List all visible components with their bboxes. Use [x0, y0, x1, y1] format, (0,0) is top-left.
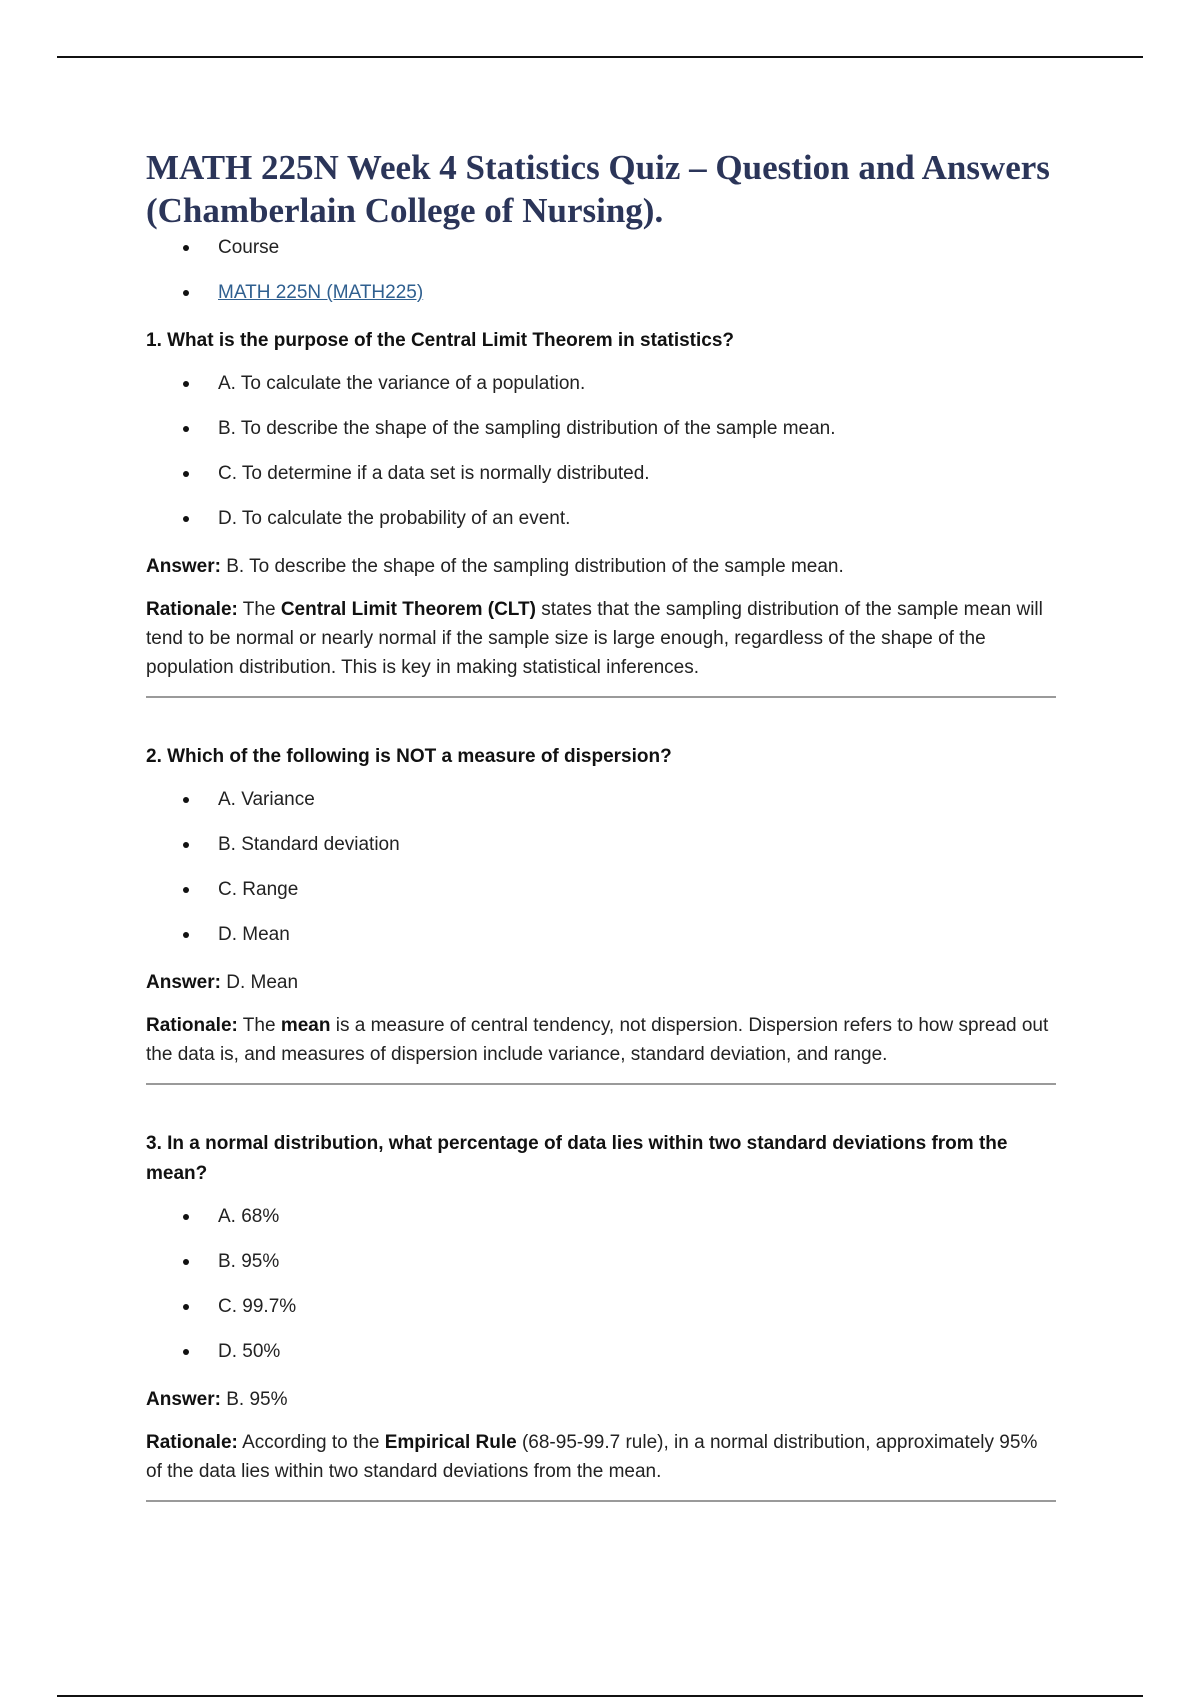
course-label: Course [218, 237, 280, 258]
bullet-icon [183, 1259, 189, 1265]
question-3-option-b [146, 1250, 1056, 1274]
question-2-text: 2. Which of the following is NOT a measure of dispersion? [146, 746, 672, 767]
option-label: A. To calculate the variance of a population. [218, 373, 586, 394]
option-label: B. 95% [218, 1251, 280, 1272]
bullet-icon [183, 887, 189, 893]
question-2-rationale [146, 1011, 1056, 1069]
page-bottom-rule [57, 1695, 1143, 1697]
rationale-term: mean [280, 1015, 331, 1036]
bullet-icon [183, 516, 189, 522]
question-2-option-a [146, 788, 1056, 812]
course-meta-list [146, 236, 1056, 305]
course-link[interactable]: MATH 225N (MATH225) [218, 282, 424, 303]
rationale-text: (68-95-99.7 rule), in a normal distribution, approximately 95% of the data lies within two standard deviations from the mean. [146, 1432, 1038, 1482]
option-label: A. Variance [218, 789, 315, 810]
option-label: B. To describe the shape of the sampling distribution of the sample mean. [218, 418, 836, 439]
question-3-text: 3. In a normal distribution, what percentage of data lies within two standard deviations from the mean? [146, 1133, 1008, 1184]
question-2-option-b [146, 833, 1056, 857]
bullet-icon [183, 245, 189, 251]
rationale-text: is a measure of central tendency, not dispersion. Dispersion refers to how spread out the data is, and measures of dispersion include variance, standard deviation, and range. [146, 1015, 1049, 1065]
rationale-label: Rationale: [146, 599, 238, 620]
option-label: C. 99.7% [218, 1296, 297, 1317]
option-label: A. 68% [218, 1206, 280, 1227]
answer-label: Answer: [146, 556, 221, 577]
bullet-icon [183, 797, 189, 803]
rationale-label: Rationale: [146, 1432, 238, 1453]
document-title: MATH 225N Week 4 Statistics Quiz – Question and Answers (Chamberlain College of Nursing). [146, 148, 1050, 230]
question-1-option-d [146, 507, 1056, 531]
option-label: D. 50% [218, 1341, 281, 1362]
rationale-intro: The [242, 1015, 276, 1036]
page-top-rule [57, 56, 1143, 58]
answer-text: D. Mean [226, 972, 299, 993]
question-2-option-d [146, 923, 1056, 947]
bullet-icon [183, 381, 189, 387]
question-1-options [146, 372, 1056, 531]
bullet-icon [183, 1214, 189, 1220]
bullet-icon [183, 1349, 189, 1355]
question-3-answer [146, 1385, 1056, 1414]
option-label: D. To calculate the probability of an event. [218, 508, 571, 529]
answer-label: Answer: [146, 972, 221, 993]
course-label-item [146, 236, 1056, 260]
question-1-rationale [146, 595, 1056, 682]
option-label: C. Range [218, 879, 299, 900]
section-divider [146, 1083, 1056, 1085]
bullet-icon [183, 842, 189, 848]
question-2-option-c [146, 878, 1056, 902]
option-label: B. Standard deviation [218, 834, 400, 855]
rationale-text: states that the sampling distribution of the sample mean will tend to be normal or nearly normal if the sample size is large enough, regardless of the shape of the population distribution. This is key in making statistical inferences. [146, 599, 1043, 678]
question-1-option-a [146, 372, 1056, 396]
document-body [146, 146, 1056, 1546]
section-divider [146, 696, 1056, 698]
option-label: D. Mean [218, 924, 290, 945]
rationale-label: Rationale: [146, 1015, 238, 1036]
question-1 [146, 326, 1056, 698]
bullet-icon [183, 290, 189, 296]
question-2 [146, 742, 1056, 1085]
rationale-term: Central Limit Theorem (CLT) [280, 599, 536, 620]
question-3-rationale [146, 1428, 1056, 1486]
question-3-options [146, 1205, 1056, 1364]
question-1-option-b [146, 417, 1056, 441]
question-3 [146, 1129, 1056, 1502]
course-link-item [146, 281, 1056, 305]
question-2-options [146, 788, 1056, 947]
question-1-answer [146, 552, 1056, 581]
section-divider [146, 1500, 1056, 1502]
rationale-term: Empirical Rule [384, 1432, 517, 1453]
question-3-option-a [146, 1205, 1056, 1229]
question-3-option-c [146, 1295, 1056, 1319]
rationale-intro: The [242, 599, 276, 620]
bullet-icon [183, 932, 189, 938]
question-1-option-c [146, 462, 1056, 486]
bullet-icon [183, 426, 189, 432]
answer-text: B. To describe the shape of the sampling distribution of the sample mean. [226, 556, 844, 577]
question-1-text: 1. What is the purpose of the Central Limit Theorem in statistics? [146, 330, 735, 351]
option-label: C. To determine if a data set is normally distributed. [218, 463, 650, 484]
rationale-intro: According to the [242, 1432, 380, 1453]
answer-label: Answer: [146, 1389, 221, 1410]
question-2-answer [146, 968, 1056, 997]
answer-text: B. 95% [226, 1389, 288, 1410]
bullet-icon [183, 1304, 189, 1310]
question-3-option-d [146, 1340, 1056, 1364]
bullet-icon [183, 471, 189, 477]
